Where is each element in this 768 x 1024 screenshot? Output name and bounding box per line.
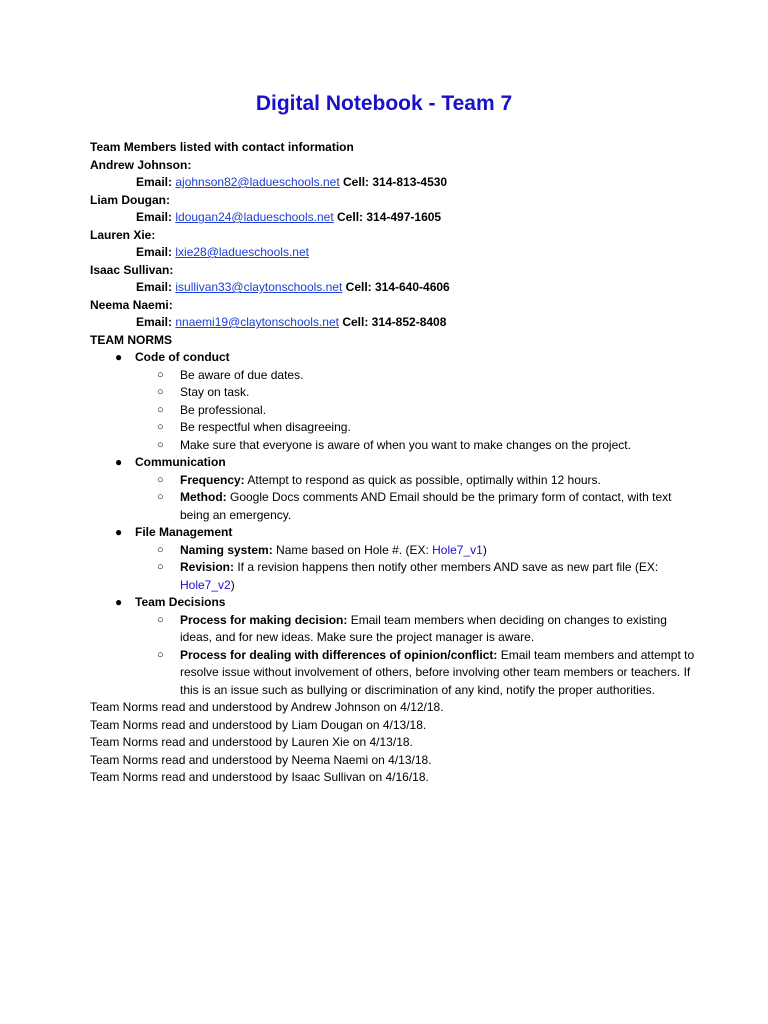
email-link[interactable]: ldougan24@ladueschools.net [175, 210, 334, 224]
item-text: Google Docs comments AND Email should be the primary form of contact, with text being an emergency. [180, 490, 672, 522]
item-text: Be respectful when disagreeing. [180, 420, 351, 434]
item-text: Stay on task. [180, 385, 250, 399]
item-text-end: ) [482, 542, 487, 557]
sub-bullet-icon: ○ [157, 491, 164, 503]
list-item [135, 647, 700, 700]
item-text: Attempt to respond as quick as possible, optimally within 12 hours. [244, 472, 601, 487]
member-name: Lauren Xie: [90, 227, 156, 242]
file-items [135, 542, 700, 595]
email-label: Email: [136, 175, 173, 189]
list-item [135, 437, 700, 455]
email-label: Email: [136, 245, 173, 259]
sub-bullet-icon: ○ [157, 368, 164, 381]
item-label: Method: [180, 490, 227, 504]
sub-bullet-icon: ○ [157, 561, 164, 573]
sub-bullet-icon: ○ [157, 386, 164, 398]
member-contact [90, 314, 700, 332]
norm-section-files [90, 524, 700, 594]
signoff-line: Team Norms read and understood by Neema Naemi on 4/13/18. [90, 752, 432, 767]
file-name-example: Hole7_v2 [180, 577, 231, 592]
sub-bullet-icon: ○ [157, 543, 164, 556]
file-name-example: Hole7_v1 [432, 542, 483, 557]
item-label: Naming system: [180, 542, 273, 557]
document-title: Digital Notebook - Team 7 [255, 92, 513, 115]
item-text: Be aware of due dates. [180, 367, 304, 382]
section-title: Code of conduct [135, 350, 230, 364]
signoff-line: Team Norms read and understood by Andrew Johnson on 4/12/18. [90, 700, 444, 714]
norm-section-communication [90, 454, 700, 524]
norms-list [90, 349, 700, 699]
item-text-end: ) [230, 577, 235, 592]
sub-bullet-icon: ○ [157, 613, 164, 626]
section-title: Communication [135, 455, 226, 469]
norm-section-decisions [90, 594, 700, 699]
member-contact [90, 279, 700, 297]
bullet-icon: ● [115, 595, 123, 609]
email-link[interactable]: ajohnson82@ladueschools.net [175, 175, 340, 189]
bullet-icon: ● [115, 525, 123, 539]
signoff-line: Team Norms read and understood by Liam Dougan on 4/13/18. [90, 717, 427, 732]
cell-number: Cell: 314-640-4606 [345, 280, 450, 294]
list-item [135, 367, 700, 385]
document-body [90, 139, 700, 787]
item-text: Make sure that everyone is aware of when you want to make changes on the project. [180, 437, 631, 452]
sub-bullet-icon: ○ [157, 473, 164, 486]
member-contact [90, 174, 700, 192]
list-item [135, 384, 700, 402]
member-name: Andrew Johnson: [90, 157, 192, 172]
item-text: Be professional. [180, 402, 267, 417]
item-label: Process for making decision: [180, 612, 348, 627]
item-label: Process for dealing with differences of opinion/conflict: [180, 647, 498, 662]
decision-items [135, 612, 700, 700]
list-item [135, 612, 700, 647]
email-label: Email: [136, 280, 173, 294]
list-item [135, 559, 700, 594]
member-name: Neema Naemi: [90, 297, 173, 312]
list-item [135, 402, 700, 420]
sub-bullet-icon: ○ [157, 438, 164, 451]
item-text: Email team members when deciding on changes to existing ideas, and for new ideas. Make sure the project manager is aware. [180, 612, 667, 644]
item-label: Revision: [180, 560, 235, 574]
email-label: Email: [136, 315, 173, 329]
sub-bullet-icon: ○ [157, 421, 164, 433]
item-text: Name based on Hole #. (EX: [272, 542, 433, 557]
member-name: Liam Dougan: [90, 192, 170, 207]
bullet-icon: ● [115, 455, 123, 469]
member-contact [90, 209, 700, 227]
cell-number: Cell: 314-497-1605 [337, 210, 442, 224]
email-link[interactable]: nnaemi19@claytonschools.net [175, 315, 339, 329]
cell-number: Cell: 314-813-4530 [343, 175, 448, 189]
sub-bullet-icon: ○ [157, 403, 164, 416]
bullet-icon: ● [115, 350, 123, 364]
member-contact [90, 244, 700, 262]
conduct-items [135, 367, 700, 455]
norm-section-conduct [90, 349, 700, 454]
list-item [135, 489, 700, 524]
item-text: Email team members and attempt to resolve issue without involvement of others, before involving other team members or teachers. If this is an issue such as bullying or discrimination of any kind, notify the proper authorities. [180, 647, 695, 697]
email-link[interactable]: isullivan33@claytonschools.net [175, 280, 343, 294]
email-label: Email: [136, 210, 173, 224]
item-text: If a revision happens then notify other members AND save as new part file (EX: [234, 560, 659, 574]
signoff-line: Team Norms read and understood by Isaac Sullivan on 4/16/18. [90, 770, 429, 784]
norms-heading: TEAM NORMS [90, 332, 172, 347]
list-item [135, 542, 700, 560]
signoff-line: Team Norms read and understood by Lauren Xie on 4/13/18. [90, 735, 413, 749]
email-link[interactable]: lxie28@ladueschools.net [175, 245, 309, 259]
communication-items [135, 472, 700, 525]
item-label: Frequency: [180, 472, 245, 487]
section-title: File Management [135, 525, 233, 539]
member-name: Isaac Sullivan: [90, 262, 174, 277]
cell-number: Cell: 314-852-8408 [342, 315, 447, 329]
members-intro: Team Members listed with contact information [90, 140, 354, 154]
list-item [135, 419, 700, 437]
section-title: Team Decisions [135, 595, 226, 609]
sub-bullet-icon: ○ [157, 648, 164, 661]
list-item [135, 472, 700, 490]
